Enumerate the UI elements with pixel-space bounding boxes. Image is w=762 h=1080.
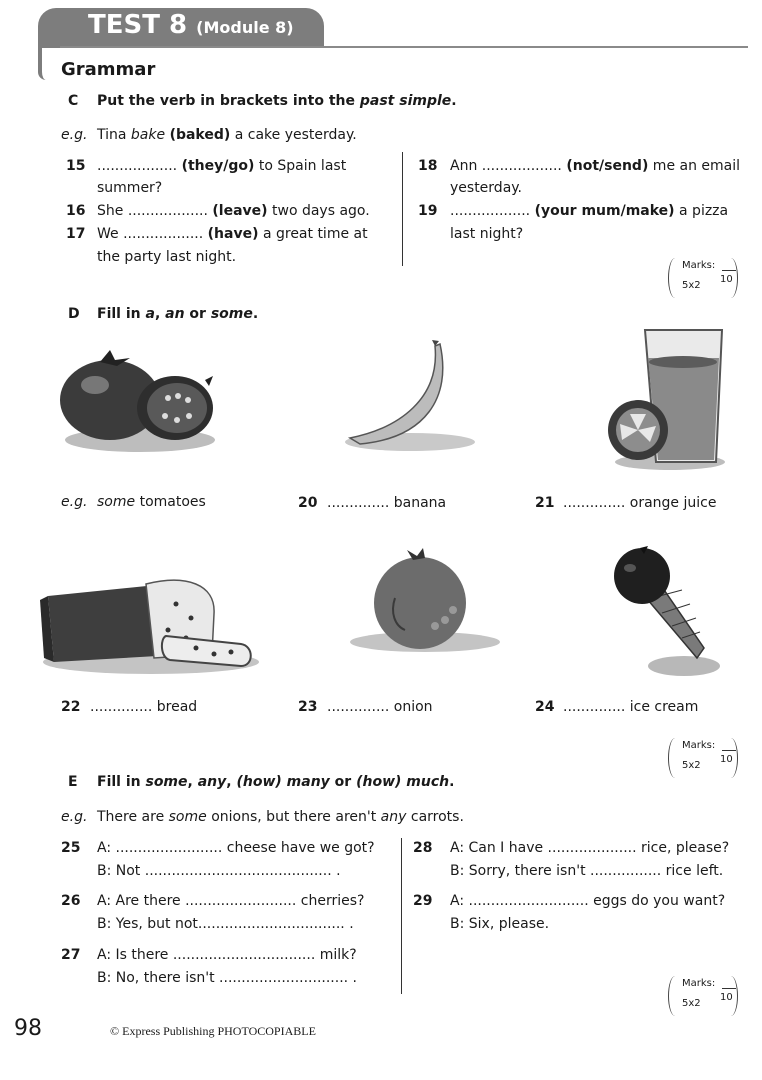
item-number: 16 (66, 203, 86, 219)
bread-icon (36, 574, 261, 686)
exercise-line (327, 699, 433, 715)
dialogue-line-b[interactable]: B: Yes, but not................................. . (97, 916, 354, 932)
page-number: 98 (14, 1016, 42, 1041)
answer-blank[interactable]: .................. (481, 158, 562, 174)
example-sentence (97, 809, 464, 825)
instr-text: Fill in (97, 774, 146, 790)
sentence-end: two days ago. (267, 203, 370, 219)
tomato-icon (55, 340, 225, 460)
verb-hint: (not/send) (566, 158, 649, 174)
onion-icon (345, 548, 505, 658)
item-number: 22 (61, 699, 81, 715)
exercise-line-cont: summer? (97, 180, 163, 196)
answer-blank[interactable]: .................. (97, 158, 178, 174)
item-number: 25 (61, 840, 81, 856)
eg-mid: onions, but there aren't (206, 809, 381, 825)
instr-or: or (329, 774, 357, 790)
item-number: 19 (418, 203, 438, 219)
exercise-line-cont: last night? (450, 226, 524, 242)
sentence-start: She (97, 203, 128, 219)
dialogue-line-b[interactable]: B: Not .......................................... . (97, 863, 341, 879)
eg-verb: bake (130, 127, 166, 143)
verb-hint: (leave) (212, 203, 268, 219)
sentence-start: Ann (450, 158, 482, 174)
dialogue-line-a[interactable]: A: ........................ cheese have we got? (97, 840, 375, 856)
answer-blank[interactable]: .................. (450, 203, 531, 219)
exercise-line (90, 699, 197, 715)
item-number: 21 (535, 495, 555, 511)
instr-some: some (210, 306, 253, 322)
exercise-line (563, 699, 698, 715)
dialogue-line-a[interactable]: A: Is there ................................ milk? (97, 947, 357, 963)
example-label: e.g. (61, 494, 88, 510)
instr-an: an (165, 306, 185, 322)
eg-some: some (97, 494, 136, 510)
header-rule (60, 46, 748, 48)
verb-hint: (your mum/make) (534, 203, 675, 219)
answer-blank[interactable]: .................. (123, 226, 204, 242)
instr-end: . (451, 93, 457, 109)
item-number: 28 (413, 840, 433, 856)
eg-answer: (baked) (169, 127, 231, 143)
instr-much: (how) much (356, 774, 450, 790)
test-number: TEST 8 (88, 10, 188, 40)
marks-box (668, 738, 738, 778)
item-number: 18 (418, 158, 438, 174)
section-e-instruction (97, 774, 454, 790)
section-d-letter: D (68, 306, 80, 322)
exercise-line (450, 158, 740, 174)
exercise-line (450, 203, 728, 219)
item-number: 24 (535, 699, 555, 715)
instr-em: past simple (359, 93, 452, 109)
section-d-instruction (97, 306, 258, 322)
marks-total: 10 (720, 274, 733, 285)
marks-label: Marks: (682, 978, 716, 989)
instr-end: . (252, 306, 259, 322)
dialogue-line-b[interactable]: B: Six, please. (450, 916, 550, 932)
instr-sep: , (226, 774, 237, 790)
marks-total: 10 (720, 754, 733, 765)
dialogue-line-a[interactable]: A: Are there ......................... cherries? (97, 893, 365, 909)
verb-hint: (they/go) (181, 158, 255, 174)
sentence-end: me an email (648, 158, 741, 174)
answer-blank[interactable]: .................. (127, 203, 208, 219)
marks-total: 10 (720, 992, 733, 1003)
instr-a: a (145, 306, 155, 322)
dialogue-line-a[interactable]: A: ........................... eggs do you want? (450, 893, 726, 909)
noun: orange juice (625, 495, 717, 511)
answer-blank[interactable]: .............. (563, 699, 626, 715)
column-divider (401, 838, 402, 994)
marks-box (668, 976, 738, 1016)
eg-pre: There are (97, 809, 169, 825)
answer-blank[interactable]: .............. (90, 699, 153, 715)
sentence-start: We (97, 226, 124, 242)
dialogue-line-a[interactable]: A: Can I have .................... rice, please? (450, 840, 730, 856)
answer-blank[interactable]: .............. (563, 495, 626, 511)
sentence-end: a pizza (674, 203, 729, 219)
item-number: 17 (66, 226, 86, 242)
exercise-line (97, 203, 370, 219)
exercise-line (563, 495, 716, 511)
marks-multiplier: 5x2 (682, 760, 701, 771)
banana-icon (340, 338, 480, 458)
marks-multiplier: 5x2 (682, 280, 701, 291)
verb-hint: (have) (207, 226, 259, 242)
instr-many: (how) many (236, 774, 330, 790)
column-divider (402, 152, 403, 266)
exercise-line (327, 495, 446, 511)
exercise-line (97, 158, 346, 174)
item-number: 20 (298, 495, 318, 511)
example-label: e.g. (61, 809, 88, 825)
instr-sep: , (187, 774, 198, 790)
exercise-line-cont: yesterday. (450, 180, 523, 196)
section-e-letter: E (68, 774, 78, 790)
dialogue-line-b[interactable]: B: Sorry, there isn't ................ rice left. (450, 863, 724, 879)
item-number: 27 (61, 947, 81, 963)
exercise-line (97, 226, 368, 242)
eg-any: any (380, 809, 407, 825)
instr-or: or (184, 306, 211, 322)
marks-multiplier: 5x2 (682, 998, 701, 1009)
marks-label: Marks: (682, 260, 716, 271)
noun: onion (389, 699, 433, 715)
eg-post: carrots. (406, 809, 464, 825)
instr-text: Put the verb in brackets into the (97, 93, 360, 109)
section-c-letter: C (68, 93, 79, 109)
answer-blank[interactable]: .............. (327, 699, 390, 715)
ice-cream-icon (612, 538, 722, 688)
marks-label: Marks: (682, 740, 716, 751)
example-label: e.g. (61, 127, 88, 143)
eg-noun: tomatoes (135, 494, 206, 510)
marks-box (668, 258, 738, 298)
example-answer (97, 494, 206, 510)
sentence-end: a great time at (258, 226, 368, 242)
example-sentence (97, 127, 357, 143)
sentence-end: to Spain last (254, 158, 347, 174)
section-title: Grammar (61, 59, 156, 80)
noun: banana (389, 495, 447, 511)
instr-end: . (449, 774, 455, 790)
exercise-line-cont: the party last night. (97, 249, 237, 265)
noun: bread (152, 699, 198, 715)
instr-sep: , (154, 306, 166, 322)
instr-text: Fill in (97, 306, 146, 322)
eg-some: some (168, 809, 207, 825)
copyright-notice: © Express Publishing PHOTOCOPIABLE (110, 1024, 316, 1038)
dialogue-line-b[interactable]: B: No, there isn't ............................. . (97, 970, 357, 986)
noun: ice cream (625, 699, 699, 715)
orange-juice-icon (600, 322, 730, 472)
test-title (88, 10, 294, 40)
instr-any: any (197, 774, 227, 790)
item-number: 29 (413, 893, 433, 909)
item-number: 15 (66, 158, 86, 174)
eg-post: a cake yesterday. (230, 127, 357, 143)
module-label: (Module 8) (196, 18, 294, 37)
answer-blank[interactable]: .............. (327, 495, 390, 511)
instr-some: some (145, 774, 188, 790)
eg-pre: Tina (97, 127, 131, 143)
item-number: 26 (61, 893, 81, 909)
item-number: 23 (298, 699, 318, 715)
section-c-instruction (97, 93, 457, 109)
